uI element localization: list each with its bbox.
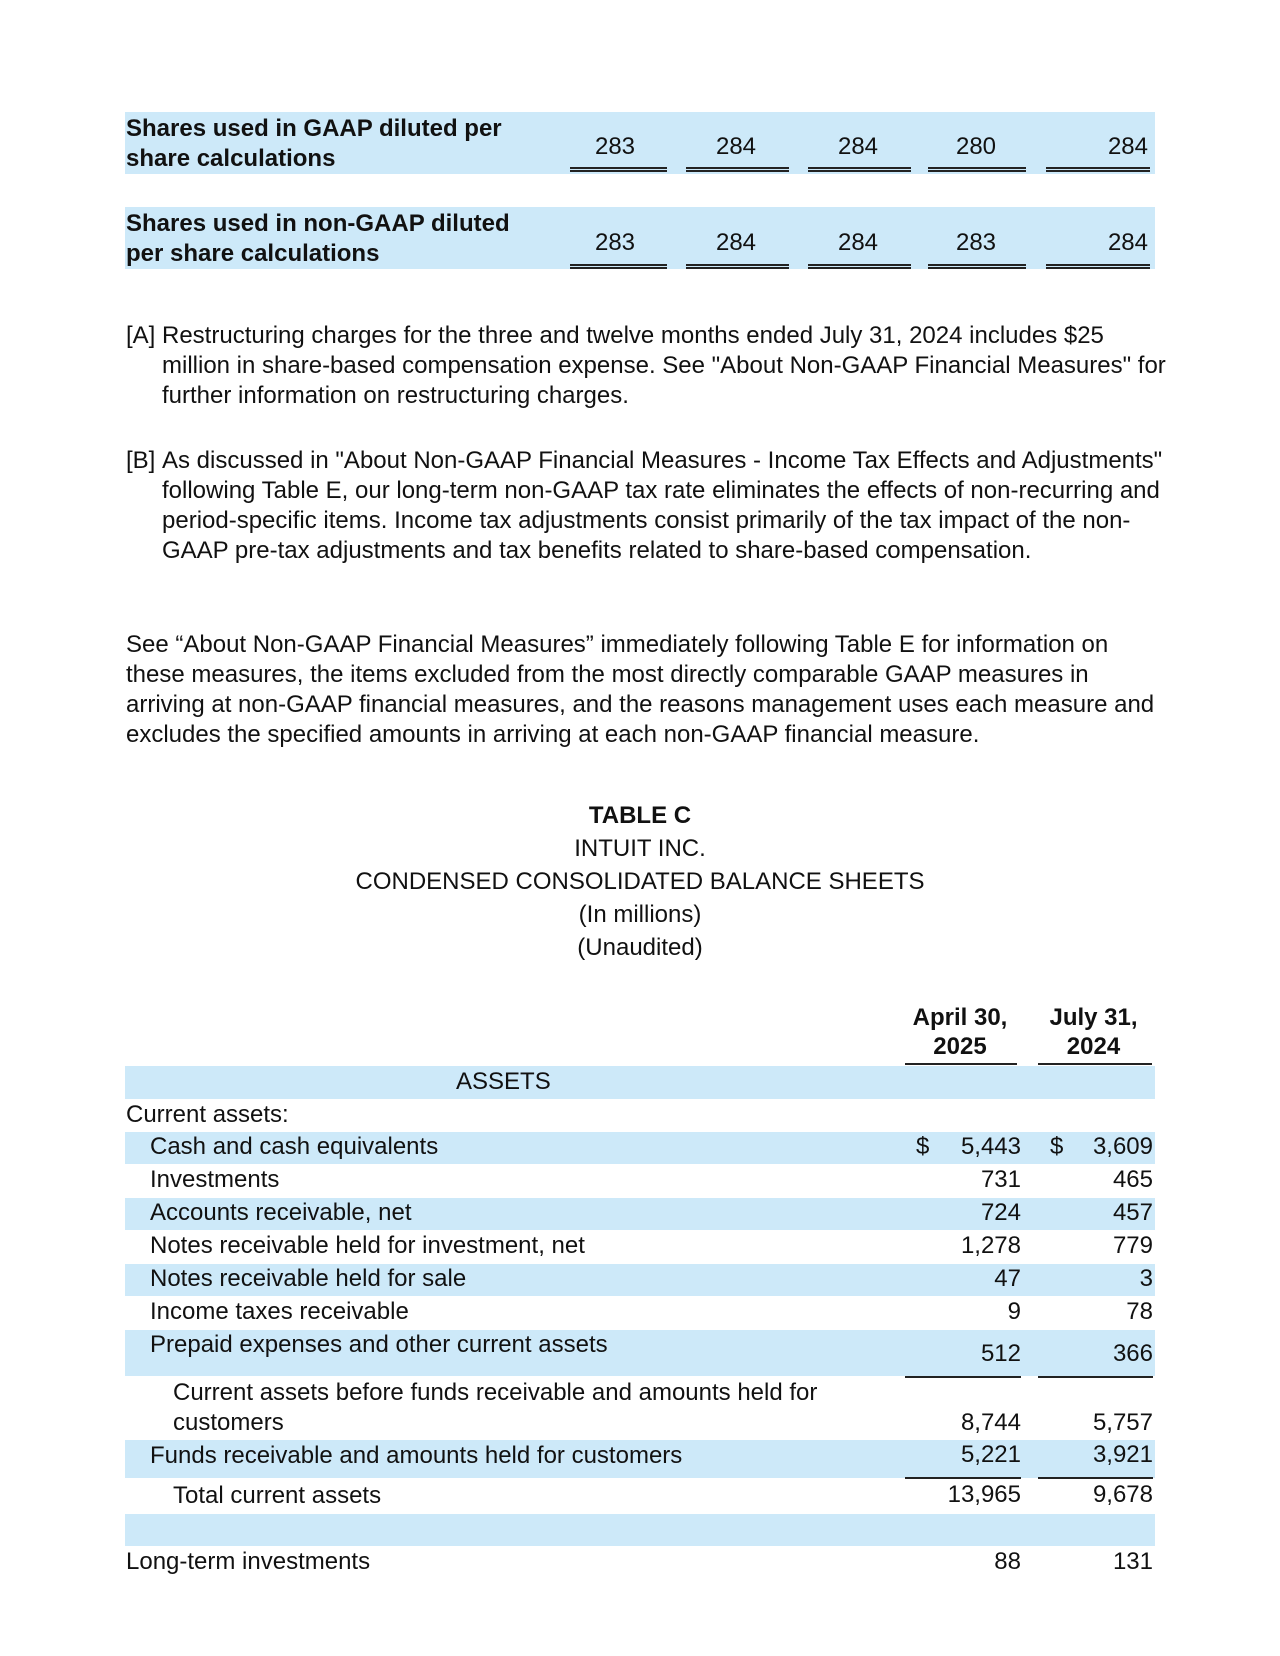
long-term-investments-april-2025: 88 bbox=[994, 1548, 1021, 1575]
company-name: INTUIT INC. bbox=[574, 835, 706, 862]
column-header-underline bbox=[1038, 1063, 1152, 1065]
shares-nongaap-value: 284 bbox=[1107, 229, 1148, 256]
row-label-long-term-investments: Long-term investments bbox=[126, 1548, 371, 1575]
row-label-funds: Funds receivable and amounts held for customers bbox=[150, 1442, 683, 1469]
row-label-accounts-receivable: Accounts receivable, net bbox=[150, 1199, 412, 1226]
double-underline bbox=[928, 167, 1026, 172]
shares-nongaap-value: 283 bbox=[955, 229, 997, 256]
row-label-subtotal: Current assets before funds receivable and amounts held for customers bbox=[173, 1379, 818, 1436]
notes-investment-april-2025: 1,278 bbox=[960, 1232, 1021, 1259]
prepaid-july-2024: 366 bbox=[1112, 1340, 1153, 1367]
total-underline bbox=[1038, 1477, 1153, 1479]
prepaid-april-2025: 512 bbox=[980, 1340, 1021, 1367]
shares-gaap-value: 284 bbox=[1107, 133, 1148, 160]
income-taxes-april-2025: 9 bbox=[1007, 1298, 1021, 1325]
investments-april-2025: 731 bbox=[980, 1166, 1021, 1193]
funds-july-2024: 3,921 bbox=[1092, 1441, 1153, 1468]
funds-april-2025: 5,221 bbox=[960, 1441, 1021, 1468]
shares-nongaap-label: Shares used in non-GAAP diluted per share calculations bbox=[126, 210, 510, 267]
subtotal-underline bbox=[1038, 1376, 1153, 1378]
footnote-a bbox=[126, 321, 1166, 411]
row-label-income-taxes: Income taxes receivable bbox=[150, 1298, 409, 1325]
row-label-notes-sale: Notes receivable held for sale bbox=[150, 1265, 467, 1292]
double-underline bbox=[1046, 264, 1150, 269]
row-label-notes-investment: Notes receivable held for investment, net bbox=[150, 1232, 585, 1259]
double-underline bbox=[808, 264, 911, 269]
shares-gaap-value: 284 bbox=[715, 133, 757, 160]
statement-title: CONDENSED CONSOLIDATED BALANCE SHEETS bbox=[355, 868, 925, 895]
double-underline bbox=[808, 167, 911, 172]
subtotal-april-2025: 8,744 bbox=[960, 1409, 1021, 1436]
double-underline bbox=[928, 264, 1026, 269]
footnote-b-text: As discussed in "About Non-GAAP Financial Measures - Income Tax Effects and Adjustments" following Table E, our long-term non-GAAP tax rate eliminates the effects of non-recurring and period-specific items. Income tax adjustments consist primarily of the tax impact of the non-GAAP pre-tax adjustments and tax benefits related to share-based compensation. bbox=[162, 447, 1163, 564]
notes-sale-july-2024: 3 bbox=[1139, 1265, 1153, 1292]
total-current-assets-april-2025: 13,965 bbox=[947, 1481, 1021, 1508]
accounts-receivable-april-2025: 724 bbox=[980, 1199, 1021, 1226]
total-current-assets-july-2024: 9,678 bbox=[1092, 1481, 1153, 1508]
row-band bbox=[125, 1514, 1155, 1546]
cash-april-2025: 5,443 bbox=[960, 1133, 1021, 1160]
shares-gaap-value: 284 bbox=[837, 133, 879, 160]
subtotal-july-2024: 5,757 bbox=[1092, 1409, 1153, 1436]
double-underline bbox=[570, 264, 667, 269]
column-header-underline bbox=[905, 1063, 1017, 1065]
double-underline bbox=[686, 264, 789, 269]
currency-symbol: $ bbox=[1050, 1133, 1064, 1160]
row-label-total-current-assets: Total current assets bbox=[173, 1482, 382, 1509]
table-title: TABLE C bbox=[588, 802, 692, 829]
units-note: (In millions) bbox=[578, 901, 702, 928]
current-assets-label: Current assets: bbox=[126, 1101, 289, 1128]
double-underline bbox=[686, 167, 789, 172]
shares-nongaap-value: 283 bbox=[594, 229, 636, 256]
long-term-investments-july-2024: 131 bbox=[1112, 1548, 1153, 1575]
row-label-prepaid: Prepaid expenses and other current assets bbox=[150, 1331, 608, 1358]
audit-note: (Unaudited) bbox=[577, 934, 703, 961]
row-label-cash: Cash and cash equivalents bbox=[150, 1133, 439, 1160]
total-underline bbox=[905, 1477, 1021, 1479]
notes-investment-july-2024: 779 bbox=[1112, 1232, 1153, 1259]
column-header-april-2025: April 30, 2025 bbox=[912, 1004, 1008, 1060]
footnote-a-tag: [A] bbox=[126, 322, 156, 349]
footnote-b bbox=[126, 446, 1166, 566]
shares-gaap-label: Shares used in GAAP diluted per share calculations bbox=[126, 115, 502, 172]
double-underline bbox=[570, 167, 667, 172]
shares-gaap-value: 283 bbox=[594, 133, 636, 160]
currency-symbol: $ bbox=[916, 1133, 930, 1160]
subtotal-underline bbox=[905, 1376, 1021, 1378]
assets-band bbox=[125, 1066, 1155, 1099]
investments-july-2024: 465 bbox=[1112, 1166, 1153, 1193]
accounts-receivable-july-2024: 457 bbox=[1112, 1199, 1153, 1226]
assets-header: ASSETS bbox=[456, 1068, 551, 1095]
row-label-investments: Investments bbox=[150, 1166, 280, 1193]
see-paragraph: See “About Non-GAAP Financial Measures” immediately following Table E for information on these measures, the items excluded from the most directly comparable GAAP measures in arriving at non-GAAP financial measures, and the reasons management uses each measure and excludes the specified amounts in arriving at each non-GAAP financial measure. bbox=[126, 631, 1155, 748]
column-header-july-2024: July 31, 2024 bbox=[1049, 1004, 1138, 1060]
footnote-a-text: Restructuring charges for the three and twelve months ended July 31, 2024 includes $25 million in share-based compensation expense. See "About Non-GAAP Financial Measures" for further information on restructuring charges. bbox=[162, 322, 1166, 409]
notes-sale-april-2025: 47 bbox=[994, 1265, 1021, 1292]
shares-nongaap-value: 284 bbox=[715, 229, 757, 256]
double-underline bbox=[1046, 167, 1150, 172]
shares-nongaap-value: 284 bbox=[837, 229, 879, 256]
income-taxes-july-2024: 78 bbox=[1126, 1298, 1153, 1325]
shares-gaap-value: 280 bbox=[955, 133, 997, 160]
cash-july-2024: 3,609 bbox=[1092, 1133, 1153, 1160]
footnote-b-tag: [B] bbox=[126, 447, 156, 474]
